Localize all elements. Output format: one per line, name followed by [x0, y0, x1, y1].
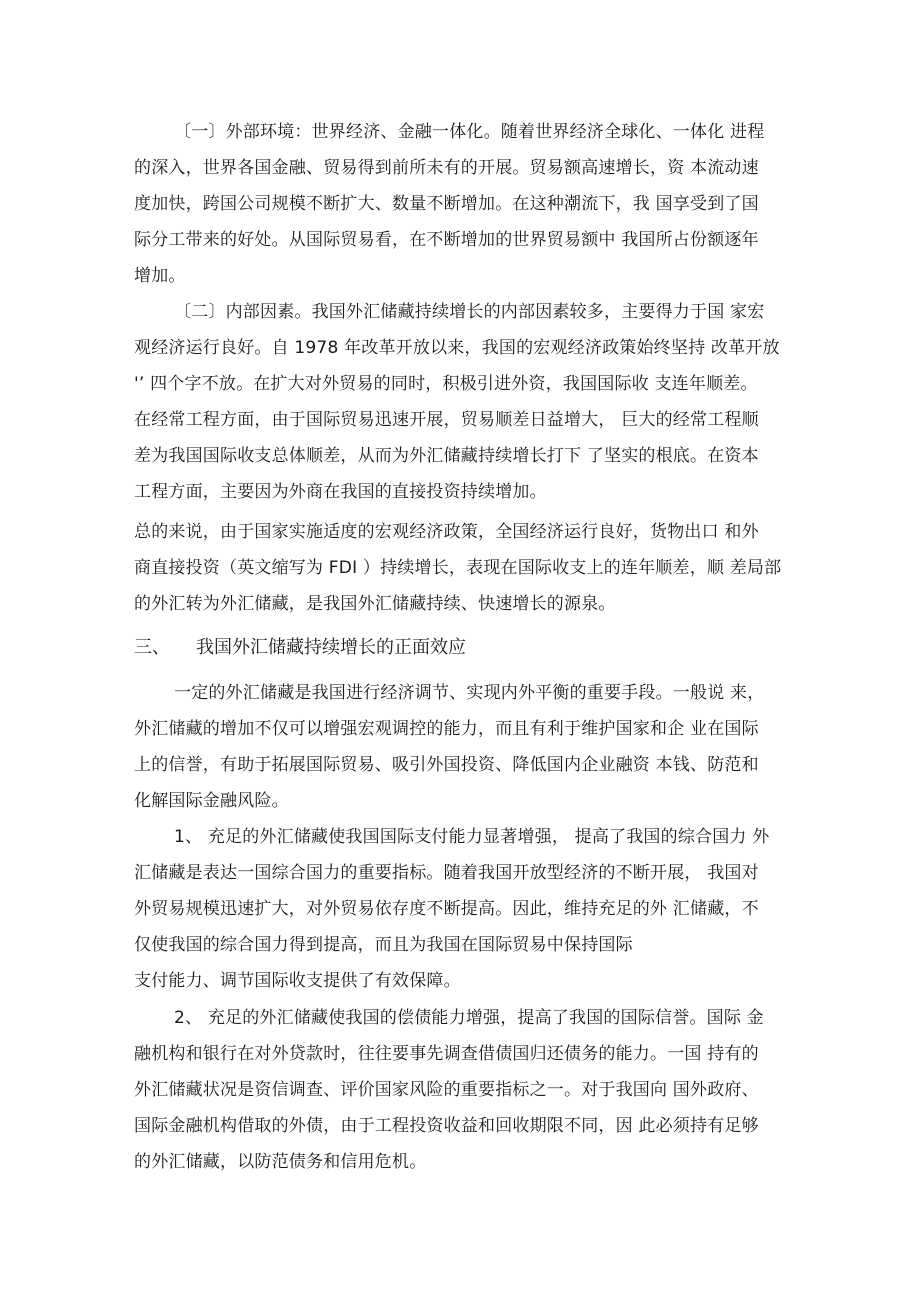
- para-point1-line-1: 1、 充足的外汇储藏使我国国际支付能力显著增强， 提高了我国的综合国力 外: [174, 827, 770, 847]
- para-ext-line-2: 的深入，世界各国金融、贸易得到前所未有的开展。贸易额高速增长，资 本流动速: [134, 158, 759, 178]
- para-ext-line-4: 际分工带来的好处。从国际贸易看，在不断增加的世界贸易额中 我国所占份额逐年: [134, 230, 759, 250]
- para-intro-line-2: 外汇储藏的增加不仅可以增强宏观调控的能力，而且有利于维护国家和企 业在国际: [134, 719, 759, 739]
- para-point2-line-2: 融机构和银行在对外贷款时，往往要事先调查借债国归还债务的能力。一国 持有的: [134, 1044, 759, 1064]
- para-int-line-3: '’ 四个字不放。在扩大对外贸易的同时，积极引进外资，我国国际收 支连年顺差。: [134, 374, 758, 394]
- section-heading-number: 三、: [134, 637, 170, 658]
- para-summary-line-2: 商直接投资（英文缩写为 FDI ）持续增长，表现在国际收支上的连年顺差，顺 差局部: [134, 558, 782, 578]
- para-point2-line-1: 2、 充足的外汇储藏使我国的偿债能力增强，提高了我国的国际信誉。国际 金: [174, 1008, 764, 1028]
- para-point1-line-3: 外贸易规模迅速扩大，对外贸易依存度不断提高。因此，维持充足的外 汇储藏，不: [134, 899, 759, 919]
- para-ext-line-3: 度加快，跨国公司规模不断扩大、数量不断增加。在这种潮流下，我 国享受到了国: [134, 194, 759, 214]
- para-int-line-2: 观经济运行良好。自 1978 年改革开放以来，我国的宏观经济政策始终坚持 改革开放: [134, 338, 780, 358]
- para-int-line-5: 差为我国国际收支总体顺差，从而为外汇储藏持续增长打下 了坚实的根底。在资本: [134, 446, 759, 466]
- section-heading-title: 我国外汇储藏持续增长的正面效应: [196, 637, 466, 658]
- para-point2-line-3: 外汇储藏状况是资信调查、评价国家风险的重要指标之一。对于我国向 国外政府、: [134, 1080, 759, 1100]
- para-point1-line-5: 支付能力、调节国际收支提供了有效保障。: [134, 971, 461, 991]
- para-ext-line-5: 增加。: [134, 266, 186, 286]
- para-summary-line-3: 的外汇转为外汇储藏，是我国外汇储藏持续、快速增长的源泉。: [134, 594, 616, 614]
- para-summary-line-1: 总的来说，由于国家实施适度的宏观经济政策，全国经济运行良好，货物出口 和外: [134, 522, 759, 542]
- para-point1-line-2: 汇储藏是表达一国综合国力的重要指标。随着我国开放型经济的不断开展， 我国对: [134, 863, 759, 883]
- para-point2-line-4: 国际金融机构借取的外债，由于工程投资收益和回收期限不同，因 此必须持有足够: [134, 1116, 759, 1136]
- para-int-line-4: 在经常工程方面，由于国际贸易迅速开展，贸易顺差日益增大， 巨大的经常工程顺: [134, 410, 759, 430]
- section-heading-3: [134, 635, 466, 661]
- para-ext-line-1: 〔一〕外部环境：世界经济、金融一体化。随着世界经济全球化、一体化 进程: [174, 122, 765, 142]
- para-point2-line-5: 的外汇储藏，以防范债务和信用危机。: [134, 1152, 427, 1172]
- para-point1-line-4: 仅使我国的综合国力得到提高，而且为我国在国际贸易中保持国际: [134, 935, 633, 955]
- para-intro-line-1: 一定的外汇储藏是我国进行经济调节、实现内外平衡的重要手段。一般说 来，: [174, 683, 765, 703]
- para-int-line-6: 工程方面，主要因为外商在我国的直接投资持续增加。: [134, 482, 547, 502]
- para-intro-line-3: 上的信誉，有助于拓展国际贸易、吸引外国投资、降低国内企业融资 本钱、防范和: [134, 755, 759, 775]
- para-intro-line-4: 化解国际金融风险。: [134, 791, 289, 811]
- para-int-line-1: 〔二〕内部因素。我国外汇储藏持续增长的内部因素较多，主要得力于国 家宏: [174, 302, 765, 322]
